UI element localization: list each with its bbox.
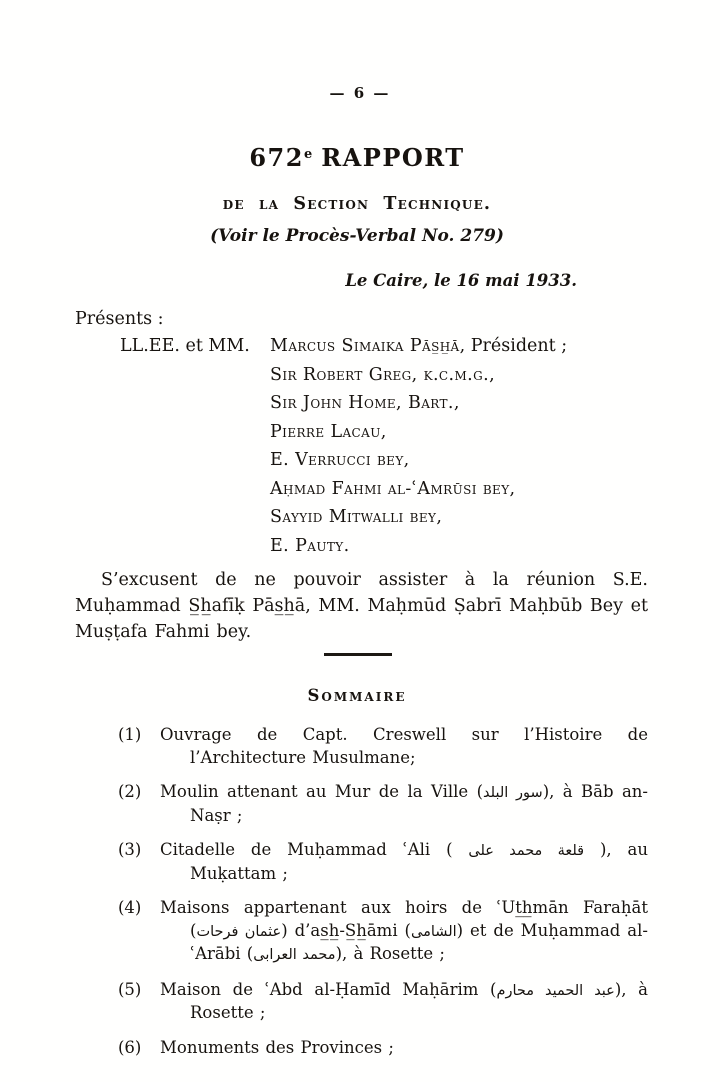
arabic-text: عبد الحميد محارم [496, 982, 615, 999]
attendee-name: Sir Robert Greg, k.c.m.g., [270, 364, 496, 385]
text-segment: Ouvrage de Capt. Creswell sur l’Histoire de l’Architecture Musulmane; [160, 725, 648, 767]
text-segment: ), au Muḳattam ; [190, 840, 648, 883]
arabic-text: محمد العرابى [253, 947, 336, 963]
attendee-name: Aḥmad Fahmi al-ʿAmrūsi bey, [270, 478, 516, 499]
attendee-name: Sir John Home, Bart., [270, 393, 460, 413]
attendee-row [75, 532, 650, 561]
attendee-line [270, 332, 567, 361]
text-segment: , MM. [305, 595, 368, 616]
text-segment: Citadelle de Muḥammad ʿAli ( [160, 840, 469, 859]
text-segment: Maison de ʿAbd al-Ḥamīd Maḥārim ( [160, 979, 497, 999]
page-number: — 6 — [329, 84, 391, 102]
attendee-row [75, 361, 650, 390]
attendee-name: E. Verrucci bey, [270, 450, 410, 470]
text-segment: S’excusent de ne pouvoir assister à la réunion S.E. [101, 569, 648, 590]
dateline: Le Caire, le 16 mai 1933. [345, 271, 577, 290]
sommaire-item [118, 1037, 648, 1060]
item-text [160, 1037, 648, 1060]
arabic-text: عثمان فرحات [196, 923, 282, 940]
sommaire-item [118, 897, 648, 967]
report-title-word: RAPPORT [321, 143, 465, 172]
item-number: (6) [118, 1037, 142, 1057]
excuse-paragraph [75, 567, 648, 645]
item-number: (3) [118, 840, 142, 859]
text-segment: ), à Rosette ; [190, 979, 648, 1022]
report-ordinal-suffix: e [303, 147, 313, 162]
sommaire-title: Sommaire [307, 686, 407, 705]
text-segment: . [245, 621, 252, 642]
attendee-name: Marcus Simaika Pās̲h̲ā [270, 336, 460, 356]
attendee-suffix: , Président ; [459, 336, 568, 356]
text-segment: Maḥmūd Ṣabrī Maḥbūb Bey [367, 595, 623, 616]
text-segment: ) et de Muḥammad al-ʿArābi ( [190, 920, 648, 963]
arabic-text: قلعة محمد على [468, 843, 585, 859]
item-text [160, 979, 648, 1025]
section-divider [324, 653, 392, 656]
attendee-name: E. Pauty. [270, 535, 350, 556]
text-segment: Muṣṭafa Fahmi bey [75, 621, 246, 642]
attendee-row [75, 389, 650, 418]
report-title [0, 143, 714, 172]
section-subtitle: de la Section Technique. [222, 194, 492, 214]
item-text [160, 839, 648, 885]
attendees-intro: LL.EE. et MM. [120, 336, 250, 356]
text-segment: Monuments des Provinces ; [160, 1037, 394, 1057]
sommaire-item [118, 979, 648, 1025]
attendee-row [75, 332, 650, 361]
sommaire-list [118, 724, 648, 1071]
attendee-row [75, 475, 650, 504]
reference-note: (Voir le Procès-Verbal No. 279) [210, 226, 504, 246]
item-number: (2) [118, 782, 142, 801]
arabic-text: الشامى [411, 923, 457, 940]
attendees-section [75, 306, 650, 560]
text-segment: Maisons appartenant aux hoirs de ʿUt̲h̲mān Faraḥāt ( [160, 898, 648, 940]
item-number: (1) [118, 725, 142, 744]
arabic-text: سور البلد [483, 785, 543, 801]
text-segment: ), à Rosette ; [335, 944, 445, 963]
text-segment: ), à Bāb an-Naṣr ; [190, 782, 648, 825]
item-number: (4) [118, 898, 142, 917]
sommaire-item [118, 781, 648, 827]
item-text [160, 724, 648, 769]
attendee-row [75, 446, 650, 475]
sommaire-item [118, 839, 648, 885]
text-segment: Muḥammad S̲h̲afīḳ Pās̲h̲ā [75, 595, 306, 616]
text-segment: ) d’as̲h̲-S̲h̲āmi ( [281, 920, 411, 940]
item-text [160, 897, 648, 967]
report-number: 672 [249, 143, 304, 172]
text-segment: et [623, 595, 649, 616]
attendee-row [75, 503, 650, 532]
item-text [160, 781, 648, 827]
sommaire-item [118, 724, 648, 769]
text-segment: Moulin attenant au Mur de la Ville ( [160, 782, 484, 801]
attendee-row [75, 418, 650, 447]
attendee-name: Pierre Lacau, [270, 421, 387, 442]
presents-label: Présents : [75, 309, 164, 329]
item-number: (5) [118, 979, 142, 999]
attendee-name: Sayyid Mitwalli bey, [270, 507, 443, 527]
